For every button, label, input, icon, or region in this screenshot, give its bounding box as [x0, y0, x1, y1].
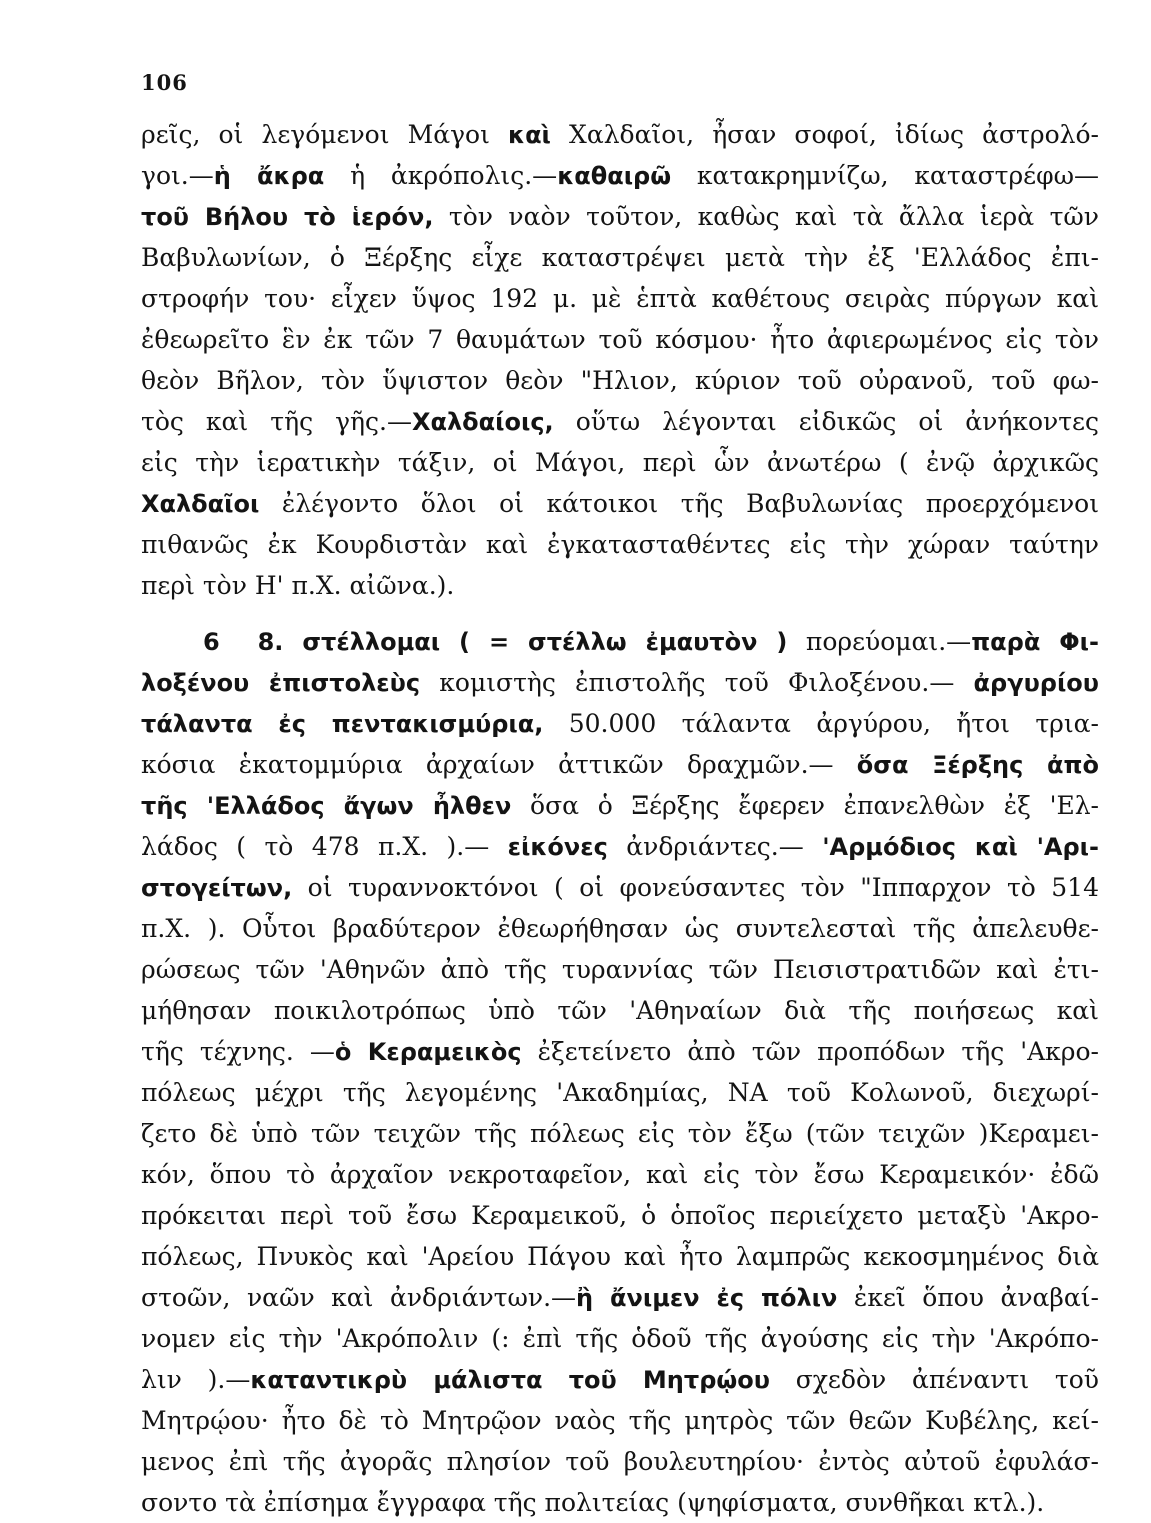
text-line — [141, 1113, 1099, 1154]
text-line — [141, 621, 1099, 662]
bold-lemma: ὁ Κεραμεικὸς — [334, 1038, 522, 1066]
text-run: θεὸν Βῆλον, τὸν ὕψιστον θεὸν "Ηλιον, κύριον τοῦ οὐρανοῦ, τοῦ φω- — [141, 366, 1099, 395]
text-line — [141, 1318, 1099, 1359]
text-run: σοντο τὰ ἐπίσημα ἔγγραφα τῆς πολιτείας (ψηφίσματα, συνθῆκαι κτλ.). — [141, 1488, 1045, 1517]
text-run: μενος ἐπὶ τῆς ἀγορᾶς πλησίον τοῦ βουλευτηρίου· ἐντὸς αὐτοῦ ἐφυλάσ- — [141, 1447, 1099, 1476]
text-run: περὶ τὸν Η' π.Χ. αἰῶνα.). — [141, 571, 455, 600]
text-line — [141, 1195, 1099, 1236]
text-run: λιν ).— — [141, 1365, 251, 1394]
text-run: εἰς τὴν ἱερατικὴν τάξιν, οἱ Μάγοι, περὶ ὧν ἀνωτέρω ( ἐνῷ ἀρχικῶς — [141, 448, 1099, 477]
text-run: Χαλδαῖοι, ἦσαν σοφοί, ἰδίως ἀστρολό- — [550, 120, 1099, 149]
text-run: κόσια ἑκατομμύρια ἀρχαίων ἀττικῶν δραχμῶν.— — [141, 750, 857, 779]
text-line — [141, 1031, 1099, 1072]
text-run: 50.000 τάλαντα ἀργύρου, ἤτοι τρια- — [543, 709, 1099, 738]
text-run: ρώσεως τῶν 'Αθηνῶν ἀπὸ τῆς τυραννίας τῶν Πεισιστρατιδῶν καὶ ἐτι- — [141, 955, 1099, 984]
text-run: ἐλέγοντο ὅλοι οἱ κάτοικοι τῆς Βαβυλωνίας προερχόμενοι — [259, 489, 1099, 518]
bold-lemma: λοξένου ἐπιστολεὺς — [141, 669, 421, 697]
paragraph-babylon-notes — [141, 114, 1099, 606]
text-run: στοῶν, ναῶν καὶ ἀνδριάντων.— — [141, 1283, 577, 1312]
text-line — [141, 703, 1099, 744]
text-run: σχεδὸν ἀπέναντι τοῦ — [769, 1365, 1099, 1394]
text-line — [141, 401, 1099, 442]
text-line — [141, 155, 1099, 196]
text-run: τὸν ναὸν τοῦτον, καθὼς καὶ τὰ ἄλλα ἱερὰ τῶν — [433, 202, 1099, 231]
text-line — [141, 319, 1099, 360]
text-line — [141, 1400, 1099, 1441]
page-number: 106 — [141, 70, 188, 95]
bold-lemma: παρὰ Φι- — [971, 628, 1099, 656]
bold-lemma: ὅσα Ξέρξης ἀπὸ — [856, 751, 1099, 779]
text-run: τὸς καὶ τῆς γῆς.— — [141, 407, 412, 436]
bold-lemma: καθαιρῶ — [557, 162, 672, 190]
text-run: κατακρημνίζω, καταστρέφω— — [671, 161, 1099, 190]
paragraph-section-6-8-notes — [141, 621, 1099, 1523]
text-run: ὅσα ὁ Ξέρξης ἔφερεν ἐπανελθὼν ἐξ 'Ελ- — [511, 791, 1099, 820]
text-run: ἐθεωρεῖτο ἓν ἐκ τῶν 7 θαυμάτων τοῦ κόσμου· ἦτο ἀφιερωμένος εἰς τὸν — [141, 325, 1099, 354]
bold-lemma: τῆς 'Ελλάδος ἄγων ἦλθεν — [141, 792, 512, 820]
text-line — [141, 278, 1099, 319]
text-run: στροφήν του· εἶχεν ὕψος 192 μ. μὲ ἑπτὰ καθέτους σειρὰς πύργων καὶ — [141, 284, 1099, 313]
text-line — [141, 1277, 1099, 1318]
text-line — [141, 1359, 1099, 1400]
bold-lemma: καὶ — [508, 121, 551, 149]
text-line — [141, 114, 1099, 155]
text-line — [141, 949, 1099, 990]
text-line — [141, 237, 1099, 278]
text-line — [141, 785, 1099, 826]
bold-lemma: 6 8. στέλλομαι ( = στέλλω ἐμαυτὸν ) — [203, 628, 788, 656]
text-run: ρεῖς, οἱ λεγόμενοι Μάγοι — [141, 120, 509, 149]
bold-lemma: ἀργυρίου — [973, 669, 1099, 697]
text-run: οὕτω λέγονται εἰδικῶς οἱ ἀνήκοντες — [553, 407, 1099, 436]
text-run: π.Χ. ). Οὗτοι βραδύτερον ἐθεωρήθησαν ὡς συντελεσταὶ τῆς ἀπελευθε- — [141, 914, 1099, 943]
bold-lemma: στογείτων, — [141, 874, 293, 902]
text-run: πρόκειται περὶ τοῦ ἔσω Κεραμεικοῦ, ὁ ὁποῖος περιείχετο μεταξὺ 'Ακρο- — [141, 1201, 1099, 1230]
bold-lemma: τάλαντα ἐς πεντακισμύρια, — [141, 710, 544, 738]
text-run: ἐξετείνετο ἀπὸ τῶν προπόδων τῆς 'Ακρο- — [521, 1037, 1099, 1066]
text-run: κομιστὴς ἐπιστολῆς τοῦ Φιλοξένου.— — [420, 668, 974, 697]
text-line — [141, 524, 1099, 565]
text-line — [141, 1236, 1099, 1277]
bold-lemma: ἡ ἄκρα — [213, 162, 325, 190]
text-run: πορεύομαι.— — [787, 627, 972, 656]
bold-lemma: Χαλδαῖοι — [141, 490, 260, 518]
text-run: γοι.— — [141, 161, 214, 190]
text-line — [141, 826, 1099, 867]
text-line — [141, 662, 1099, 703]
text-line — [141, 442, 1099, 483]
bold-lemma: 'Αρμόδιος καὶ 'Αρι- — [822, 833, 1099, 861]
text-line — [141, 1482, 1099, 1523]
text-run: Βαβυλωνίων, ὁ Ξέρξης εἶχε καταστρέψει μετὰ τὴν ἐξ 'Ελλάδος ἐπι- — [141, 243, 1099, 272]
bold-lemma: ἢ ἄνιμεν ἐς πόλιν — [576, 1284, 838, 1312]
text-run: ἡ ἀκρόπολις.— — [324, 161, 558, 190]
bold-lemma: εἰκόνες — [507, 833, 608, 861]
text-run: πιθανῶς ἐκ Κουρδιστὰν καὶ ἐγκατασταθέντες εἰς τὴν χώραν ταύτην — [141, 530, 1099, 559]
text-line — [141, 867, 1099, 908]
text-run: ἐκεῖ ὅπου ἀναβαί- — [837, 1283, 1099, 1312]
text-line — [141, 360, 1099, 401]
text-run: λάδος ( τὸ 478 π.Χ. ).— — [141, 832, 508, 861]
text-run: νομεν εἰς τὴν 'Ακρόπολιν (: ἐπὶ τῆς ὁδοῦ τῆς ἀγούσης εἰς τὴν 'Ακρόπο- — [141, 1324, 1099, 1353]
bold-lemma: καταντικρὺ μάλιστα τοῦ Μητρῴου — [250, 1366, 770, 1394]
bold-lemma: τοῦ Βήλου τὸ ἱερόν, — [141, 203, 434, 231]
text-line — [141, 1072, 1099, 1113]
text-line — [141, 908, 1099, 949]
text-run: ζετο δὲ ὑπὸ τῶν τειχῶν τῆς πόλεως εἰς τὸν ἔξω (τῶν τειχῶν )Κεραμει- — [141, 1119, 1099, 1148]
text-line — [141, 483, 1099, 524]
text-run: τῆς τέχνης. — — [141, 1037, 335, 1066]
text-line — [141, 744, 1099, 785]
text-run: πόλεως, Πνυκὸς καὶ 'Αρείου Πάγου καὶ ἦτο λαμπρῶς κεκοσμημένος διὰ — [141, 1242, 1099, 1271]
text-run: κόν, ὅπου τὸ ἀρχαῖον νεκροταφεῖον, καὶ εἰς τὸν ἔσω Κεραμεικόν· ἐδῶ — [141, 1160, 1099, 1189]
bold-lemma: Χαλδαίοις, — [411, 408, 554, 436]
text-run: ἀνδριάντες.— — [607, 832, 823, 861]
text-line — [141, 1441, 1099, 1482]
text-line — [141, 1154, 1099, 1195]
text-run: Μητρῴου· ἦτο δὲ τὸ Μητρῷον ναὸς τῆς μητρὸς τῶν θεῶν Κυβέλης, κεί- — [141, 1406, 1099, 1435]
text-run: μήθησαν ποικιλοτρόπως ὑπὸ τῶν 'Αθηναίων διὰ τῆς ποιήσεως καὶ — [141, 996, 1099, 1025]
text-run: οἱ τυραννοκτόνοι ( οἱ φονεύσαντες τὸν "Ιππαρχον τὸ 514 — [292, 873, 1099, 902]
text-line — [141, 565, 1099, 606]
text-line — [141, 990, 1099, 1031]
text-line — [141, 196, 1099, 237]
text-run: πόλεως μέχρι τῆς λεγομένης 'Ακαδημίας, ΝΑ τοῦ Κολωνοῦ, διεχωρί- — [141, 1078, 1099, 1107]
